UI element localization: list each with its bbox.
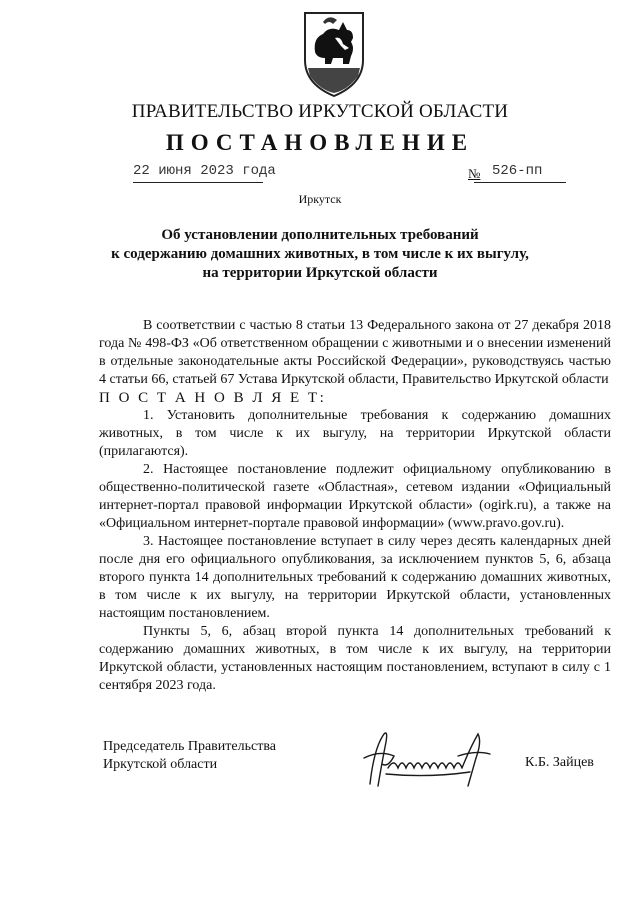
city: Иркутск — [298, 192, 342, 206]
item-3: 3. Настоящее постановление вступает в силу через десять календарных дней после дня его официального опубликования, за исключением пунктов 5, 6, абзаца второго пункта 14 дополнительных требований к содержанию домашних животных, в том числе к их выгулу, на территории Иркутской области, установленных настоящим постановлением. — [99, 534, 611, 621]
item-2: 2. Настоящее постановление подлежит официальному опубликованию в общественно-политической газете «Областная», сетевом издании «Официальный интернет-портал правовой информации Иркутской области» (ogirk.ru), а также на «Официальном интернет-портале правовой информации» (www.pravo.gov.ru). — [99, 462, 611, 531]
title-line-3: на территории Иркутской области — [202, 265, 438, 281]
document-number: 526-пп — [492, 163, 543, 179]
position-line-1: Председатель Правительства — [103, 739, 276, 754]
title-line-1: Об установлении дополнительных требований — [161, 227, 479, 243]
document-date: 22 июня 2023 года — [133, 163, 276, 179]
date-underline — [133, 182, 263, 183]
resolves-heading: П О С Т А Н О В Л Я Е Т: — [99, 390, 327, 406]
government-name: ПРАВИТЕЛЬСТВО ИРКУТСКОЙ ОБЛАСТИ — [131, 101, 509, 122]
title-line-2: к содержанию домашних животных, в том числе к их выгулу, — [111, 246, 529, 262]
number-underline — [474, 182, 566, 183]
number-sign — [468, 166, 480, 182]
preamble: В соответствии с частью 8 статьи 13 Федерального закона от 27 декабря 2018 года № 498-ФЗ «Об ответственном обращении с животными и о внесении изменений в отдельные законодательные акты Российской Федерации», руководствуясь частью 4 статьи 66, статьей 67 Устава Иркутской области, Правительство Иркутской области — [99, 318, 611, 387]
handwritten-signature-icon — [358, 728, 508, 790]
document-type: ПОСТАНОВЛЕНИЕ — [165, 130, 475, 155]
position-line-2: Иркутской области — [103, 757, 218, 772]
item-3-paragraph-2: Пункты 5, 6, абзац второй пункта 14 дополнительных требований к содержанию домашних животных, в том числе к их выгулу, на территории Иркутской области, установленных настоящим постановлением, вступают в силу с 1 сентября 2023 года. — [99, 624, 611, 693]
coat-of-arms-icon — [293, 8, 375, 100]
signatory-position — [103, 738, 276, 774]
item-1: 1. Установить дополнительные требования к содержанию домашних животных, в том числе к их выгулу, на территории Иркутской области (прилагаются). — [99, 408, 611, 459]
signatory-name: К.Б. Зайцев — [525, 755, 594, 770]
number-sign-text: № — [468, 166, 481, 181]
document-title — [100, 226, 540, 283]
document-body — [99, 317, 611, 695]
